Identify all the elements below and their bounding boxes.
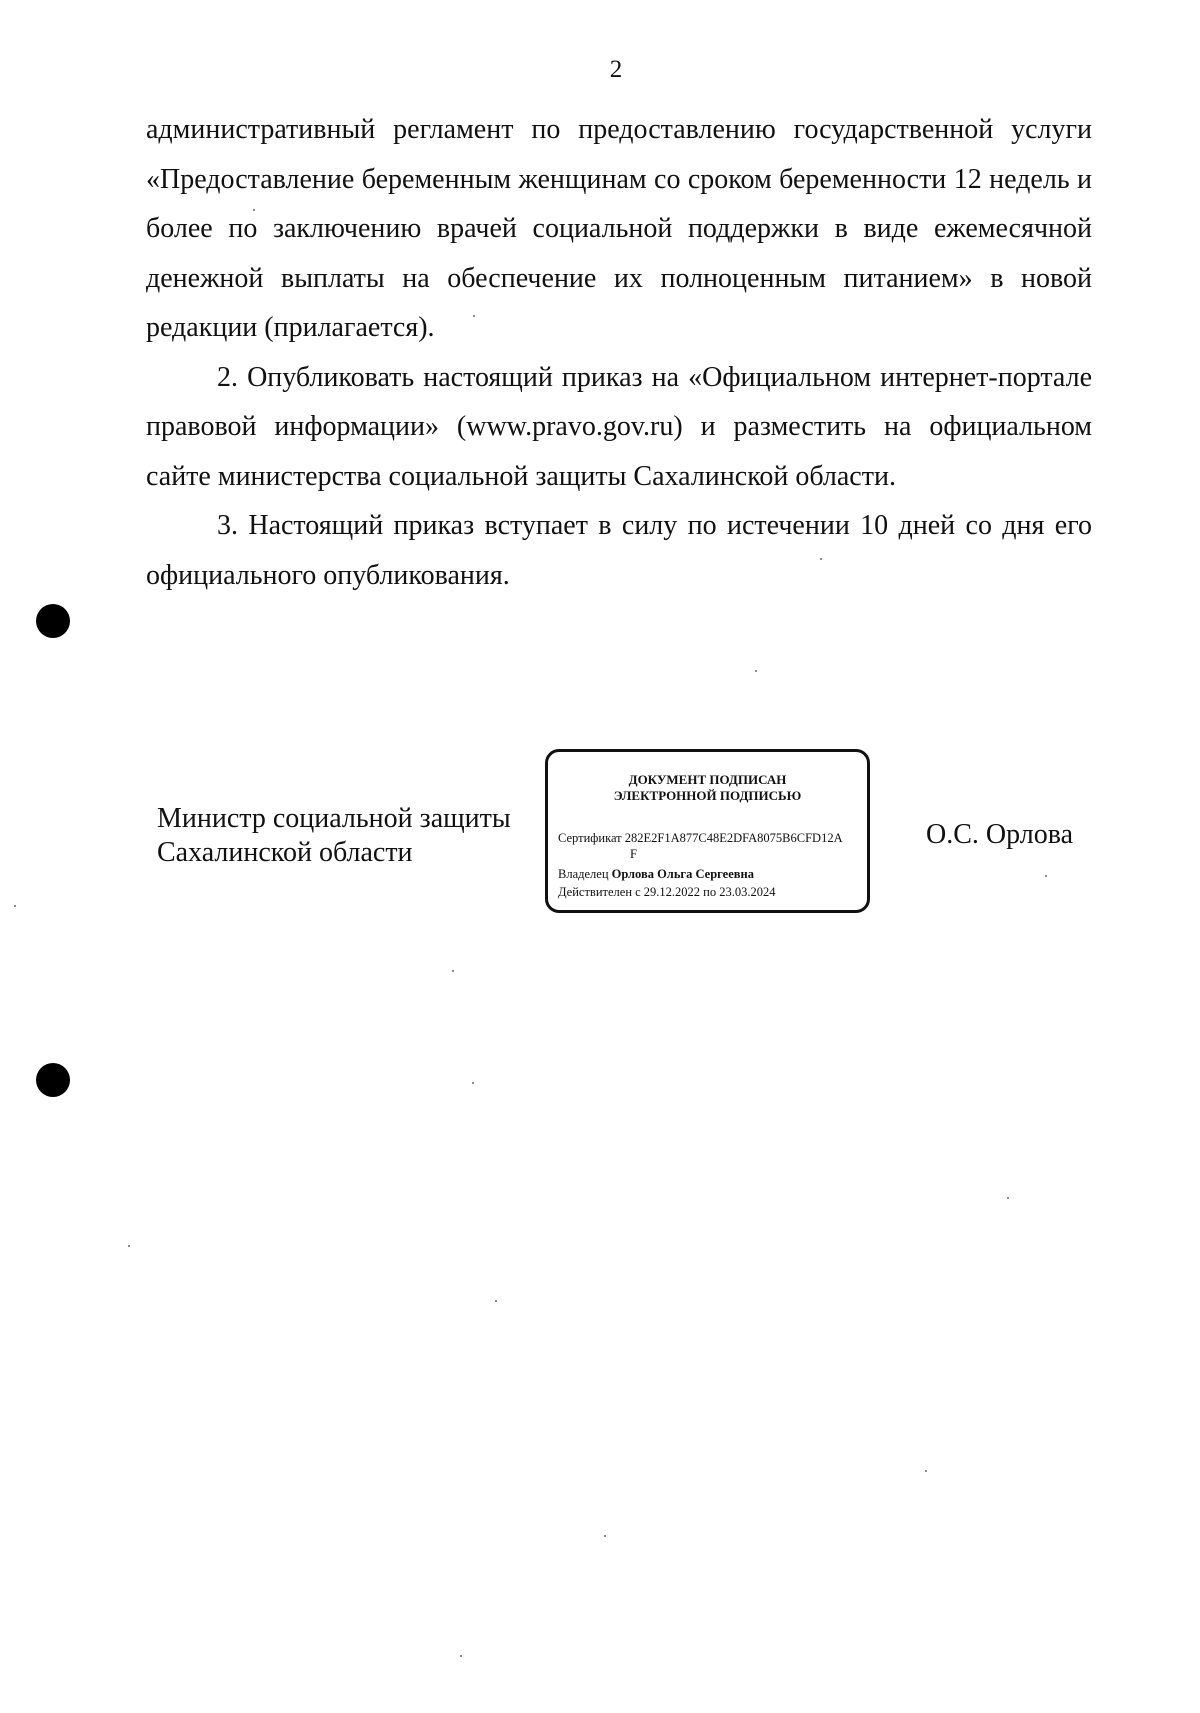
scan-speck [1007,1197,1009,1199]
scan-speck [755,670,757,672]
stamp-owner [558,866,754,882]
stamp-certificate-label: Сертификат [558,831,622,845]
stamp-title-line-2: ЭЛЕКТРОННОЙ ПОДПИСЬЮ [613,788,802,803]
scan-speck [14,905,16,907]
body-paragraph-1: административный регламент по предоставлению государственной услуги «Предоставление беременным женщинам со сроком беременности 12 недель и более по заключению врачей социальной поддержки в виде ежемесячной денежной выплаты на обеспечение их полноценным питанием» в новой редакции (прилагается). [146,114,1092,343]
signatory-position-line-2: Сахалинской области [157,837,413,868]
stamp-owner-value: Орлова Ольга Сергеевна [611,867,754,881]
scan-speck [604,1535,606,1537]
scan-speck [1045,875,1047,877]
page-number: 2 [609,56,623,83]
stamp-owner-label: Владелец [558,867,609,881]
scan-speck [452,970,454,972]
stamp-certificate-value: 282E2F1A877C48E2DFA8075B6CFD12A [624,831,843,845]
signer-name: О.С. Орлова [926,819,1073,850]
stamp-certificate [558,830,843,846]
scan-speck [820,558,822,560]
signatory-position [157,802,511,870]
body-paragraph-3: 3. Настоящий приказ вступает в силу по истечении 10 дней со дня его официального опубликования. [146,510,1092,591]
electronic-signature-stamp [545,749,870,913]
scan-speck [253,209,255,211]
scan-speck [473,315,475,317]
scan-speck [472,1082,474,1084]
punch-hole [36,1063,70,1097]
punch-hole [36,604,70,638]
scan-speck [925,1470,927,1472]
signatory-position-line-1: Министр социальной защиты [157,803,511,834]
scan-speck [128,1245,130,1247]
stamp-certificate-tail: F [630,847,637,861]
scan-speck [495,1300,497,1302]
document-body [146,105,1092,600]
body-paragraph-2: 2. Опубликовать настоящий приказ на «Официальном интернет-портале правовой информации» (www.pravo.gov.ru) и разместить на официальном сайте министерства социальной защиты Сахалинской области. [146,361,1092,492]
stamp-title [548,772,867,804]
scan-speck [460,1655,462,1657]
stamp-title-line-1: ДОКУМЕНТ ПОДПИСАН [628,772,787,787]
stamp-validity: Действителен с 29.12.2022 по 23.03.2024 [558,885,776,899]
